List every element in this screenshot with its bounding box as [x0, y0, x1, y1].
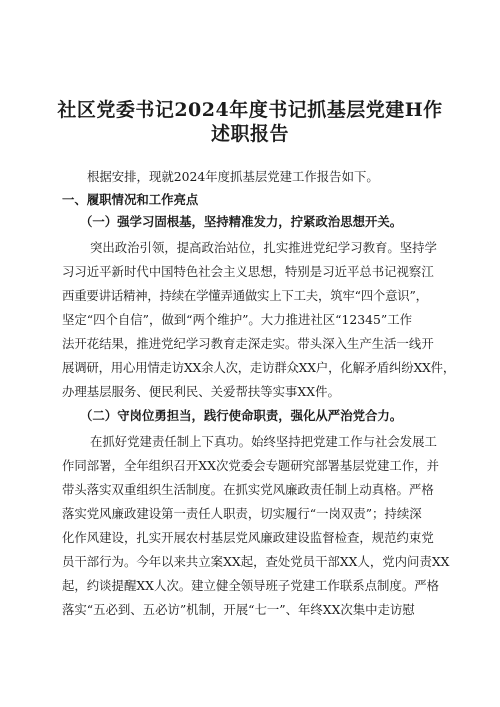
para1-line: 办理基层服务、便民利民、关爱帮扶等实事XX件。 — [62, 384, 340, 399]
para2-line: 带头落实双重组织生活制度。在抓实党风廉政责任制上动真格。严格 — [62, 482, 434, 497]
para2-line: 作同部署，全年组织召开XX次党委会专题研究部署基层党建工作，并 — [62, 458, 439, 473]
intro-paragraph: 根据安排，现就2024年度抓基层党建工作报告如下。 — [87, 169, 379, 184]
para1-line: 法开花结果，推进党纪学习教育走深走实。带头深入生产生活一线开 — [62, 336, 434, 351]
para2-line: 员干部行为。今年以来共立案XX起，查处党员干部XX人，党内问责XX — [62, 554, 450, 569]
section1-heading: 一、履职情况和工作亮点 — [62, 192, 199, 207]
para1-line: 坚定“四个自信”，做到“两个维护”。大力推进社区“12345”工作 — [62, 312, 413, 327]
document-title-line2: 述职报告 — [210, 123, 289, 145]
para2-line: 化作风建设，扎实开展农村基层党风廉政建设监督检查，规范约束党 — [62, 530, 434, 545]
subsection1-heading: （一）强学习固根基，坚持精准发力，拧紧政治思想开关。 — [80, 214, 403, 229]
document-title-line1: 社区党委书记2024年度书记抓基层党建H作 — [57, 99, 443, 121]
para1-line: 西重要讲话精神，持续在学懂弄通做实上下工夫，筑牢“四个意识”， — [62, 288, 428, 303]
subsection2-heading: （二）守岗位勇担当，践行使命职责，强化从严治党合力。 — [80, 408, 403, 423]
para2-line: 落实“五必到、五必访”机制，开展“七一”、年终XX次集中走访慰 — [62, 602, 415, 617]
para2-line: 落实党风廉政建设第一责任人职责，切实履行“一岗双责”；持续深 — [62, 506, 422, 521]
para1-line: 展调研，用心用情走访XX余人次，走访群众XX户，化解矛盾纠纷XX件， — [62, 360, 456, 375]
para2-line: 起，约谈提醒XX人次。建立健全领导班子党建工作联系点制度。严格 — [62, 578, 439, 593]
para2-line: 在抓好党建责任制上下真功。始终坚持把党建工作与社会发展工 — [90, 434, 437, 449]
para1-line: 习习近平新时代中国特色社会主义思想，特别是习近平总书记视察江 — [62, 264, 434, 279]
para1-line: 突出政治引领，提高政治站位，扎实推进党纪学习教育。坚持学 — [90, 240, 437, 255]
